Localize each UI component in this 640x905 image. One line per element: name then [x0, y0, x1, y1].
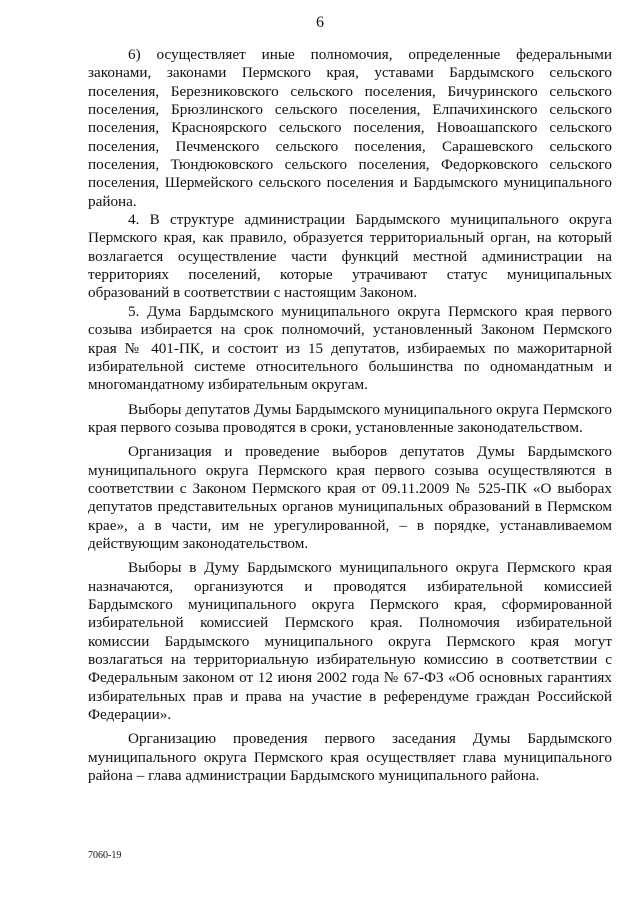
document-code: 7060-19 [88, 850, 122, 861]
paragraph-elections-terms: Выборы депутатов Думы Бардымского муниципального округа Пермского края первого созыва проводятся в сроки, установленные законодательством. [88, 400, 612, 436]
paragraph-powers: 6) осуществляет иные полномочия, определенные федеральными законами, законами Пермского края, уставами Бардымского сельского поселения, Березниковского сельского поселения, Бичуринского сельского поселения, Брюзлинского сельского поселения, Елпачихинского сельского поселения, Красноярского сельского поселения, Новоашапского сельского поселения, Печменского сельского поселения, Сарашевского сельского поселения, Тюндюковского сельского поселения, Федорковского сельского поселения, Шермейского сельского поселения и Бардымского муниципального района. [88, 46, 612, 210]
paragraph-territorial-organ: 4. В структуре администрации Бардымского муниципального округа Пермского края, как правило, образуется территориальный орган, на который возлагается осуществление части функций местной администрации на территориях поселений, которые утрачивают статус муниципальных образований в соответствии с настоящим Законом. [88, 211, 612, 302]
paragraph-election-commission: Выборы в Думу Бардымского муниципального округа Пермского края назначаются, организуются и проводятся избирательной комиссией Бардымского муниципального округа Пермского края, сформированной избирательной комиссией Пермского края. Полномочия избирательной комиссии Бардымского муниципального округа Пермского края могут возлагаться на территориальную избирательную комиссию в соответствии с Федеральным законом от 12 июня 2002 года № 67-ФЗ «Об основных гарантиях избирательных прав и права на участие в референдуме граждан Российской Федерации». [88, 559, 612, 724]
paragraph-elections-organization: Организация и проведение выборов депутатов Думы Бардымского муниципального округа Пермского края первого созыва осуществляются в соответствии с Законом Пермского края от 09.11.2009 № 525-ПК «О выборах депутатов представительных органов муниципальных образований в Пермском крае», а в части, им не урегулированной, – в порядке, устанавливаемом действующим законодательством. [88, 443, 612, 552]
page-number: 6 [316, 14, 324, 31]
paragraph-first-session: Организацию проведения первого заседания Думы Бардымского муниципального округа Пермского края осуществляет глава муниципального района – глава администрации Бардымского муниципального района. [88, 730, 612, 785]
paragraph-duma-composition: 5. Дума Бардымского муниципального округа Пермского края первого созыва избирается на срок полномочий, установленный Законом Пермского края № 401-ПК, и состоит из 15 депутатов, избираемых по мажоритарной избирательной системе относительного большинства по одномандатным и многомандатному избирательным округам. [88, 302, 612, 394]
document-body [88, 46, 612, 785]
